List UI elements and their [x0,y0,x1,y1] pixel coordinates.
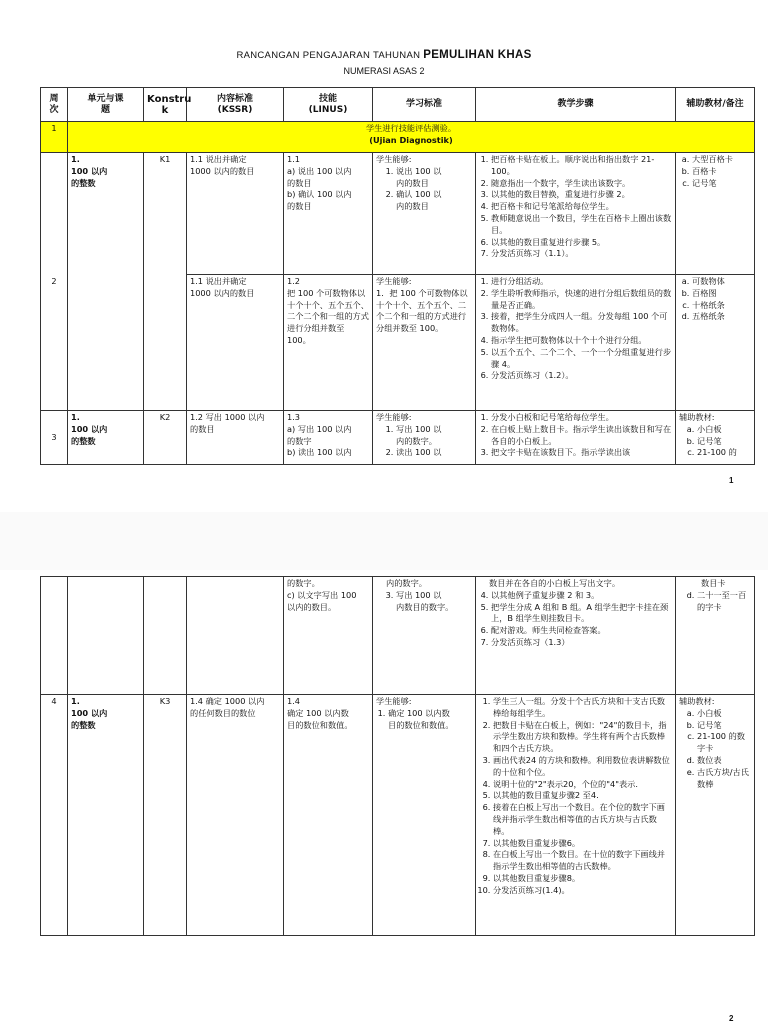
material-item: c. 21-100 的数字卡 [697,731,751,755]
week-1-line2: (Ujian Diagnostik) [369,134,453,145]
week-3-steps [476,411,676,465]
week-3c-week [41,577,68,695]
week-3-continued-row [41,577,755,695]
week-3-row [41,411,755,465]
learning-intro: 学生能够: [376,412,412,422]
week-3c-construct [144,577,187,695]
unit-number: 1. [71,412,80,422]
step-item: 5. 以五个五个、二个二个、一个一个分组重复进行步骤 4。 [491,347,672,371]
step-item: 4. 以其他例子重复步骤 2 和 3。 [491,590,672,602]
step-item: 10. 分发活页练习(1.4)。 [493,885,672,897]
week-4-skill: 1.4 确定 100 以内数 目的数位和数值。 [284,695,373,936]
week-2a-content: 1.1 说出并确定 1000 以内的数目 [187,153,284,275]
step-item: 7. 以其他数目重复步骤6。 [493,838,672,850]
learning-intro: 学生能够: [376,696,412,706]
unit-number: 1. [71,154,80,164]
col-materials: 辅助教材/备注 [676,88,755,122]
unit-title: 100 以内 的整数 [71,165,108,188]
step-item: 1. 分发小白板和记号笔给每位学生。 [491,412,672,424]
material-item: b. 记号笔 [697,720,751,732]
week-3-learning [373,411,476,465]
material-item: d. 五格纸条 [692,311,751,323]
unit-title: 100 以内 的整数 [71,423,108,446]
step-item: 5. 以其他的数目重复步骤2 至4. [493,790,672,802]
week-3-number: 3 [41,411,68,465]
step-item: 1. 学生三人一组。分发十个古氏方块和十支古氏数棒给每组学生。 [493,696,672,720]
step-item: 5. 教师随意说出一个数目，学生在百格卡上圈出该数目。 [491,213,672,237]
unit-title: 100 以内 的整数 [71,707,108,730]
step-item: 4. 指示学生把可数物体以十个十个进行分组。 [491,335,672,347]
week-2b-skill: 1.2 把 100 个可数物体以十个十个、五个五个、二个二个和一组的方式进行分组并数至 100。 [284,275,373,411]
week-2a-steps [476,153,676,275]
week-2-row-a [41,153,755,275]
step-item: 3. 以其他的数目替换，重复进行步骤 2。 [491,189,672,201]
col-learning: 学习标准 [373,88,476,122]
week-2b-learning [373,275,476,411]
week-2a-materials [676,153,755,275]
week-3c-learning [373,577,476,695]
week-3c-materials [676,577,755,695]
material-item: a. 小白板 [697,708,751,720]
material-item: d. 数位表 [697,755,751,767]
learning-item: 3. 写出 100 以 内数目的数字。 [396,590,472,614]
step-item: 2. 随意指出一个数字，学生读出该数字。 [491,178,672,190]
material-item: a. 可数物体 [692,276,751,288]
material-item: a. 小白板 [697,424,751,436]
document-subtitle: NUMERASI ASAS 2 [343,66,425,76]
week-1-row [41,122,755,153]
step-item: 9. 以其他数目重复步骤8。 [493,873,672,885]
material-item: b. 百格图 [692,288,751,300]
week-4-unit [68,695,144,936]
week-2-construct: K1 [144,153,187,411]
col-week: 周 次 [41,88,68,122]
week-3-content: 1.2 写出 1000 以内 的数目 [187,411,284,465]
week-3c-steps [476,577,676,695]
page-gap [0,512,768,570]
page-number: 1 [729,476,734,485]
step-item: 6. 分发活页练习（1.2）。 [491,370,672,382]
week-3c-unit [68,577,144,695]
step-item: 5. 把学生分成 A 组和 B 组。A 组学生把字卡挂在颈上，B 组学生则挂数目卡。 [491,602,672,626]
document-title [0,49,768,61]
week-2b-materials [676,275,755,411]
step-item: 4. 说明十位的"2"表示20，个位的"4"表示. [493,779,672,791]
material-item: c. 十格纸条 [692,300,751,312]
step-item: 7. 分发活页练习（1.3） [491,637,672,649]
step-item: 3. 把文字卡贴在该数目下。指示学读出该 [491,447,672,459]
learning-item: 1. 说出 100 以 内的数目 [396,166,472,190]
col-steps: 教学步骤 [476,88,676,122]
week-4-learning [373,695,476,936]
week-2-number: 2 [41,153,68,411]
step-item: 8. 在白板上写出一个数目。在十位的数字下画线并指示学生数出相等值的古氏数棒。 [493,849,672,873]
title-bold: PEMULIHAN KHAS [423,49,532,61]
col-skill: 技能 (LINUS) [284,88,373,122]
week-1-activity [68,122,755,153]
material-item: d. 二十一至一百的字卡 [697,590,751,614]
step-item: 3. 画出代表24 的方块和数棒。利用数位表讲解数位的十位和个位。 [493,755,672,779]
step-item: 2. 学生聆听教师指示，快速的进行分组后数组员的数量是否正确。 [491,288,672,312]
learning-item: 1. 确定 100 以内数 目的数位和数值。 [388,708,472,732]
step-item: 6. 接着在白板上写出一个数目。在个位的数字下画线并指示学生数出相等值的古氏方块与古氏数棒。 [493,802,672,837]
week-1-line1: 学生进行技能评估测验。 [365,123,457,133]
week-3-materials [676,411,755,465]
week-3-skill: 1.3 a) 写出 100 以内 的数字 b) 读出 100 以内 [284,411,373,465]
week-2a-skill: 1.1 a) 说出 100 以内 的数目 b) 确认 100 以内 的数目 [284,153,373,275]
material-item: e. 古氏方块/古氏数棒 [697,767,751,791]
material-continued: 数目卡 [701,578,726,588]
material-item: b. 百格卡 [692,166,751,178]
step-item: 4. 把百格卡和记号笔派给每位学生。 [491,201,672,213]
plan-table-page-2 [40,576,755,936]
step-continued: 数目并在各自的小白板上写出文字。 [489,578,621,588]
material-item: c. 记号笔 [692,178,751,190]
step-item: 3. 接着，把学生分成四人一组。分发每组 100 个可数物体。 [491,311,672,335]
week-1-number: 1 [41,122,68,153]
step-item: 6. 配对游戏。师生共同检查答案。 [491,625,672,637]
learning-intro: 学生能够: [376,154,412,164]
week-2b-content: 1.1 说出并确定 1000 以内的数目 [187,275,284,411]
learning-continued: 内的数字。 [386,578,427,588]
col-content: 内容标准 (KSSR) [187,88,284,122]
week-3-unit [68,411,144,465]
step-item: 1. 进行分组活动。 [491,276,672,288]
col-construct: Konstru k [144,88,187,122]
materials-intro: 辅助教材: [679,412,715,422]
week-4-steps [476,695,676,936]
learning-item: 1. 写出 100 以 内的数字。 [396,424,472,448]
header-row [41,88,755,122]
week-3c-skill: 的数字。 c) 以文字写出 100 以内的数目。 [284,577,373,695]
step-item: 6. 以其他的数目重复进行步骤 5。 [491,237,672,249]
step-item: 2. 把数目卡贴在白板上，例如："24"的数目卡，指示学生数出方块和数棒。学生将有两个古氏数棒和四个古氏方块。 [493,720,672,755]
step-item: 2. 在白板上贴上数目卡。指示学生读出该数目和写在各自的小白板上。 [491,424,672,448]
week-4-content: 1.4 确定 1000 以内 的任何数目的数位 [187,695,284,936]
week-4-number: 4 [41,695,68,936]
step-item: 7. 分发活页练习（1.1）。 [491,248,672,260]
week-4-construct: K3 [144,695,187,936]
learning-item: 2. 确认 100 以 内的数目 [396,189,472,213]
material-item: c. 21-100 的 [697,447,751,459]
week-3c-content [187,577,284,695]
material-item: a. 大型百格卡 [692,154,751,166]
week-4-materials [676,695,755,936]
week-3-construct: K2 [144,411,187,465]
plan-table-page-1 [40,87,755,465]
col-unit: 单元与课 题 [68,88,144,122]
unit-number: 1. [71,696,80,706]
material-item: b. 记号笔 [697,436,751,448]
title-prefix: RANCANGAN PENGAJARAN TAHUNAN [236,50,421,61]
materials-intro: 辅助教材: [679,696,715,706]
learning-item: 2. 读出 100 以 [396,447,472,459]
learning-text: 1．把 100 个可数物体以十个十个、五个五个、二个二个和一组的方式进行分组并数至 100。 [376,287,468,334]
learning-intro: 学生能够: [376,276,412,286]
week-2b-steps [476,275,676,411]
week-4-row [41,695,755,936]
page-number-2: 2 [729,1014,734,1023]
week-2-unit [68,153,144,411]
step-item: 1. 把百格卡贴在板上。顺序说出和指出数字 21-100。 [491,154,672,178]
week-2a-learning [373,153,476,275]
